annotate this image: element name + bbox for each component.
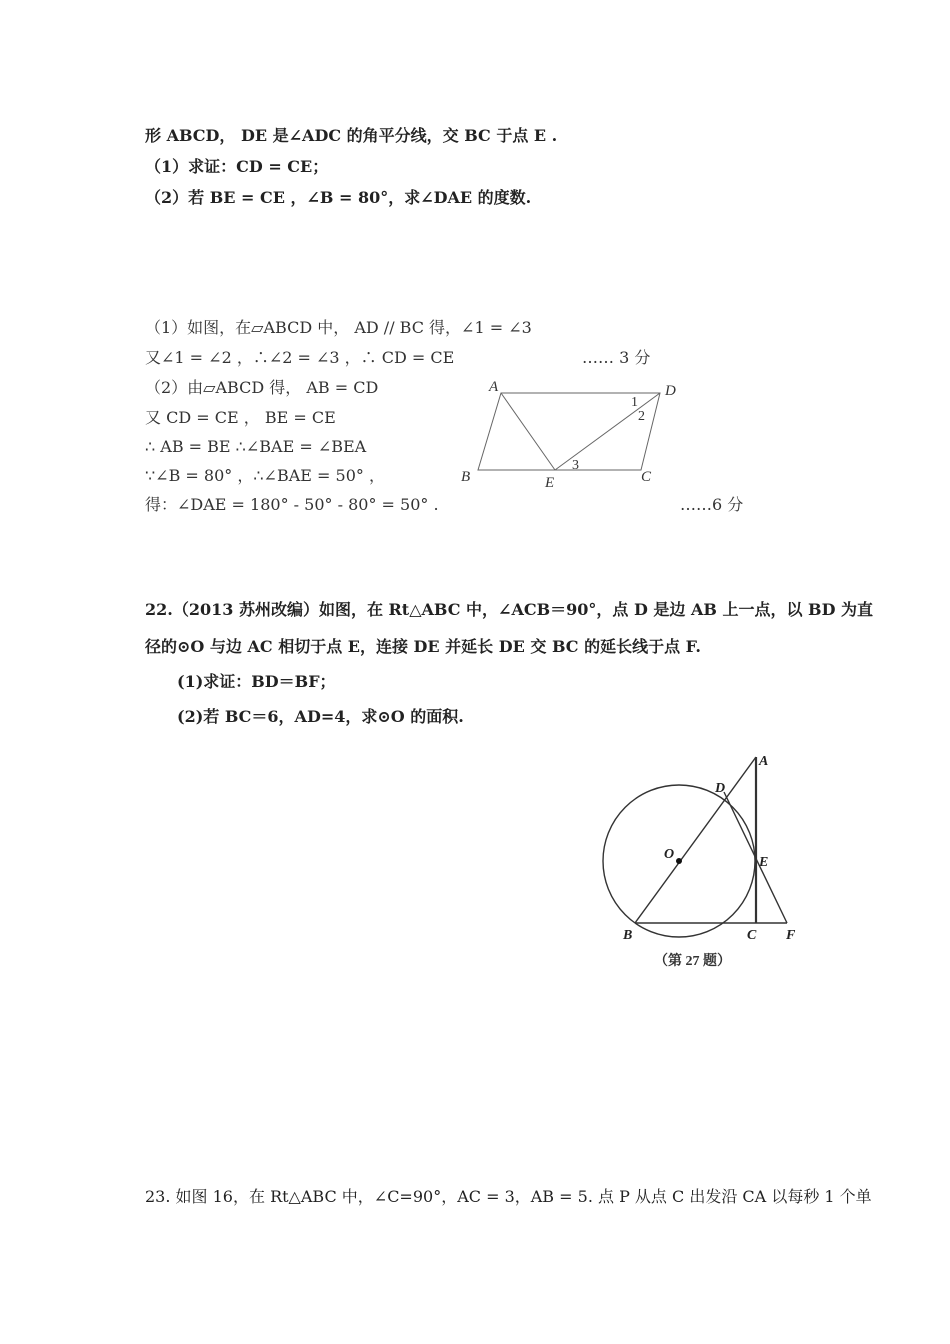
segment-ae [501, 393, 555, 470]
figure-caption: （第 27 题） [654, 954, 731, 969]
q22-part2: (2)若 BC＝6，AD=4，求⊙O 的面积. [177, 707, 464, 726]
q21-part2: （2）若 BE = CE ，∠B = 80°，求∠DAE 的度数. [145, 188, 532, 207]
label-b: B [461, 469, 471, 485]
segment-ab [635, 757, 756, 923]
center-point-o [676, 858, 682, 864]
solution-line-1: （1）如图，在▱ABCD 中， AD // BC 得，∠1 = ∠3 [145, 318, 532, 337]
label-e: E [759, 855, 769, 870]
q22-part1: (1)求证：BD＝BF； [177, 672, 336, 691]
solution-score-2: ……6 分 [680, 495, 744, 514]
label-c: C [747, 928, 757, 943]
label-b: B [623, 928, 633, 943]
label-a: A [759, 754, 769, 769]
q22-line-1: 22.（2013 苏州改编）如图，在 Rt△ABC 中，∠ACB＝90°，点 D 是边 AB 上一点，以 BD 为直 [145, 600, 874, 619]
q22-line-2: 径的⊙O 与边 AC 相切于点 E，连接 DE 并延长 DE 交 BC 的延长线于点 F. [145, 637, 701, 656]
label-d: D [665, 383, 676, 399]
label-f: F [786, 928, 796, 943]
label-c: C [641, 469, 652, 485]
parallelogram-figure [455, 375, 695, 495]
label-o: O [664, 847, 675, 862]
label-d: D [715, 781, 726, 796]
q21-stem-tail: 形 ABCD， DE 是∠ADC 的角平分线，交 BC 于点 E . [145, 126, 558, 145]
label-e: E [545, 475, 555, 491]
solution-line-5: ∴ AB = BE ∴∠BAE = ∠BEA [145, 437, 367, 456]
solution-score-1: …… 3 分 [582, 348, 651, 367]
angle-label-2: 2 [638, 409, 645, 424]
label-a: A [489, 379, 499, 395]
circle-tangent-figure [590, 745, 820, 975]
solution-line-4: 又 CD = CE ， BE = CE [145, 408, 336, 427]
angle-label-3: 3 [572, 458, 579, 473]
q23-line-1: 23. 如图 16，在 Rt△ABC 中，∠C=90°，AC = 3，AB = 5. 点 P 从点 C 出发沿 CA 以每秒 1 个单 [145, 1187, 872, 1206]
solution-line-3: （2）由▱ABCD 得， AB = CD [145, 378, 379, 397]
q21-part1: （1）求证：CD = CE； [145, 157, 329, 176]
solution-line-6: ∵∠B = 80° ，∴∠BAE = 50° ， [145, 466, 385, 485]
solution-line-7: 得：∠DAE = 180° - 50° - 80° = 50° . [145, 495, 439, 514]
angle-label-1: 1 [631, 395, 638, 410]
solution-line-2: 又∠1 = ∠2 ，∴∠2 = ∠3 ，∴ CD = CE [145, 348, 455, 367]
